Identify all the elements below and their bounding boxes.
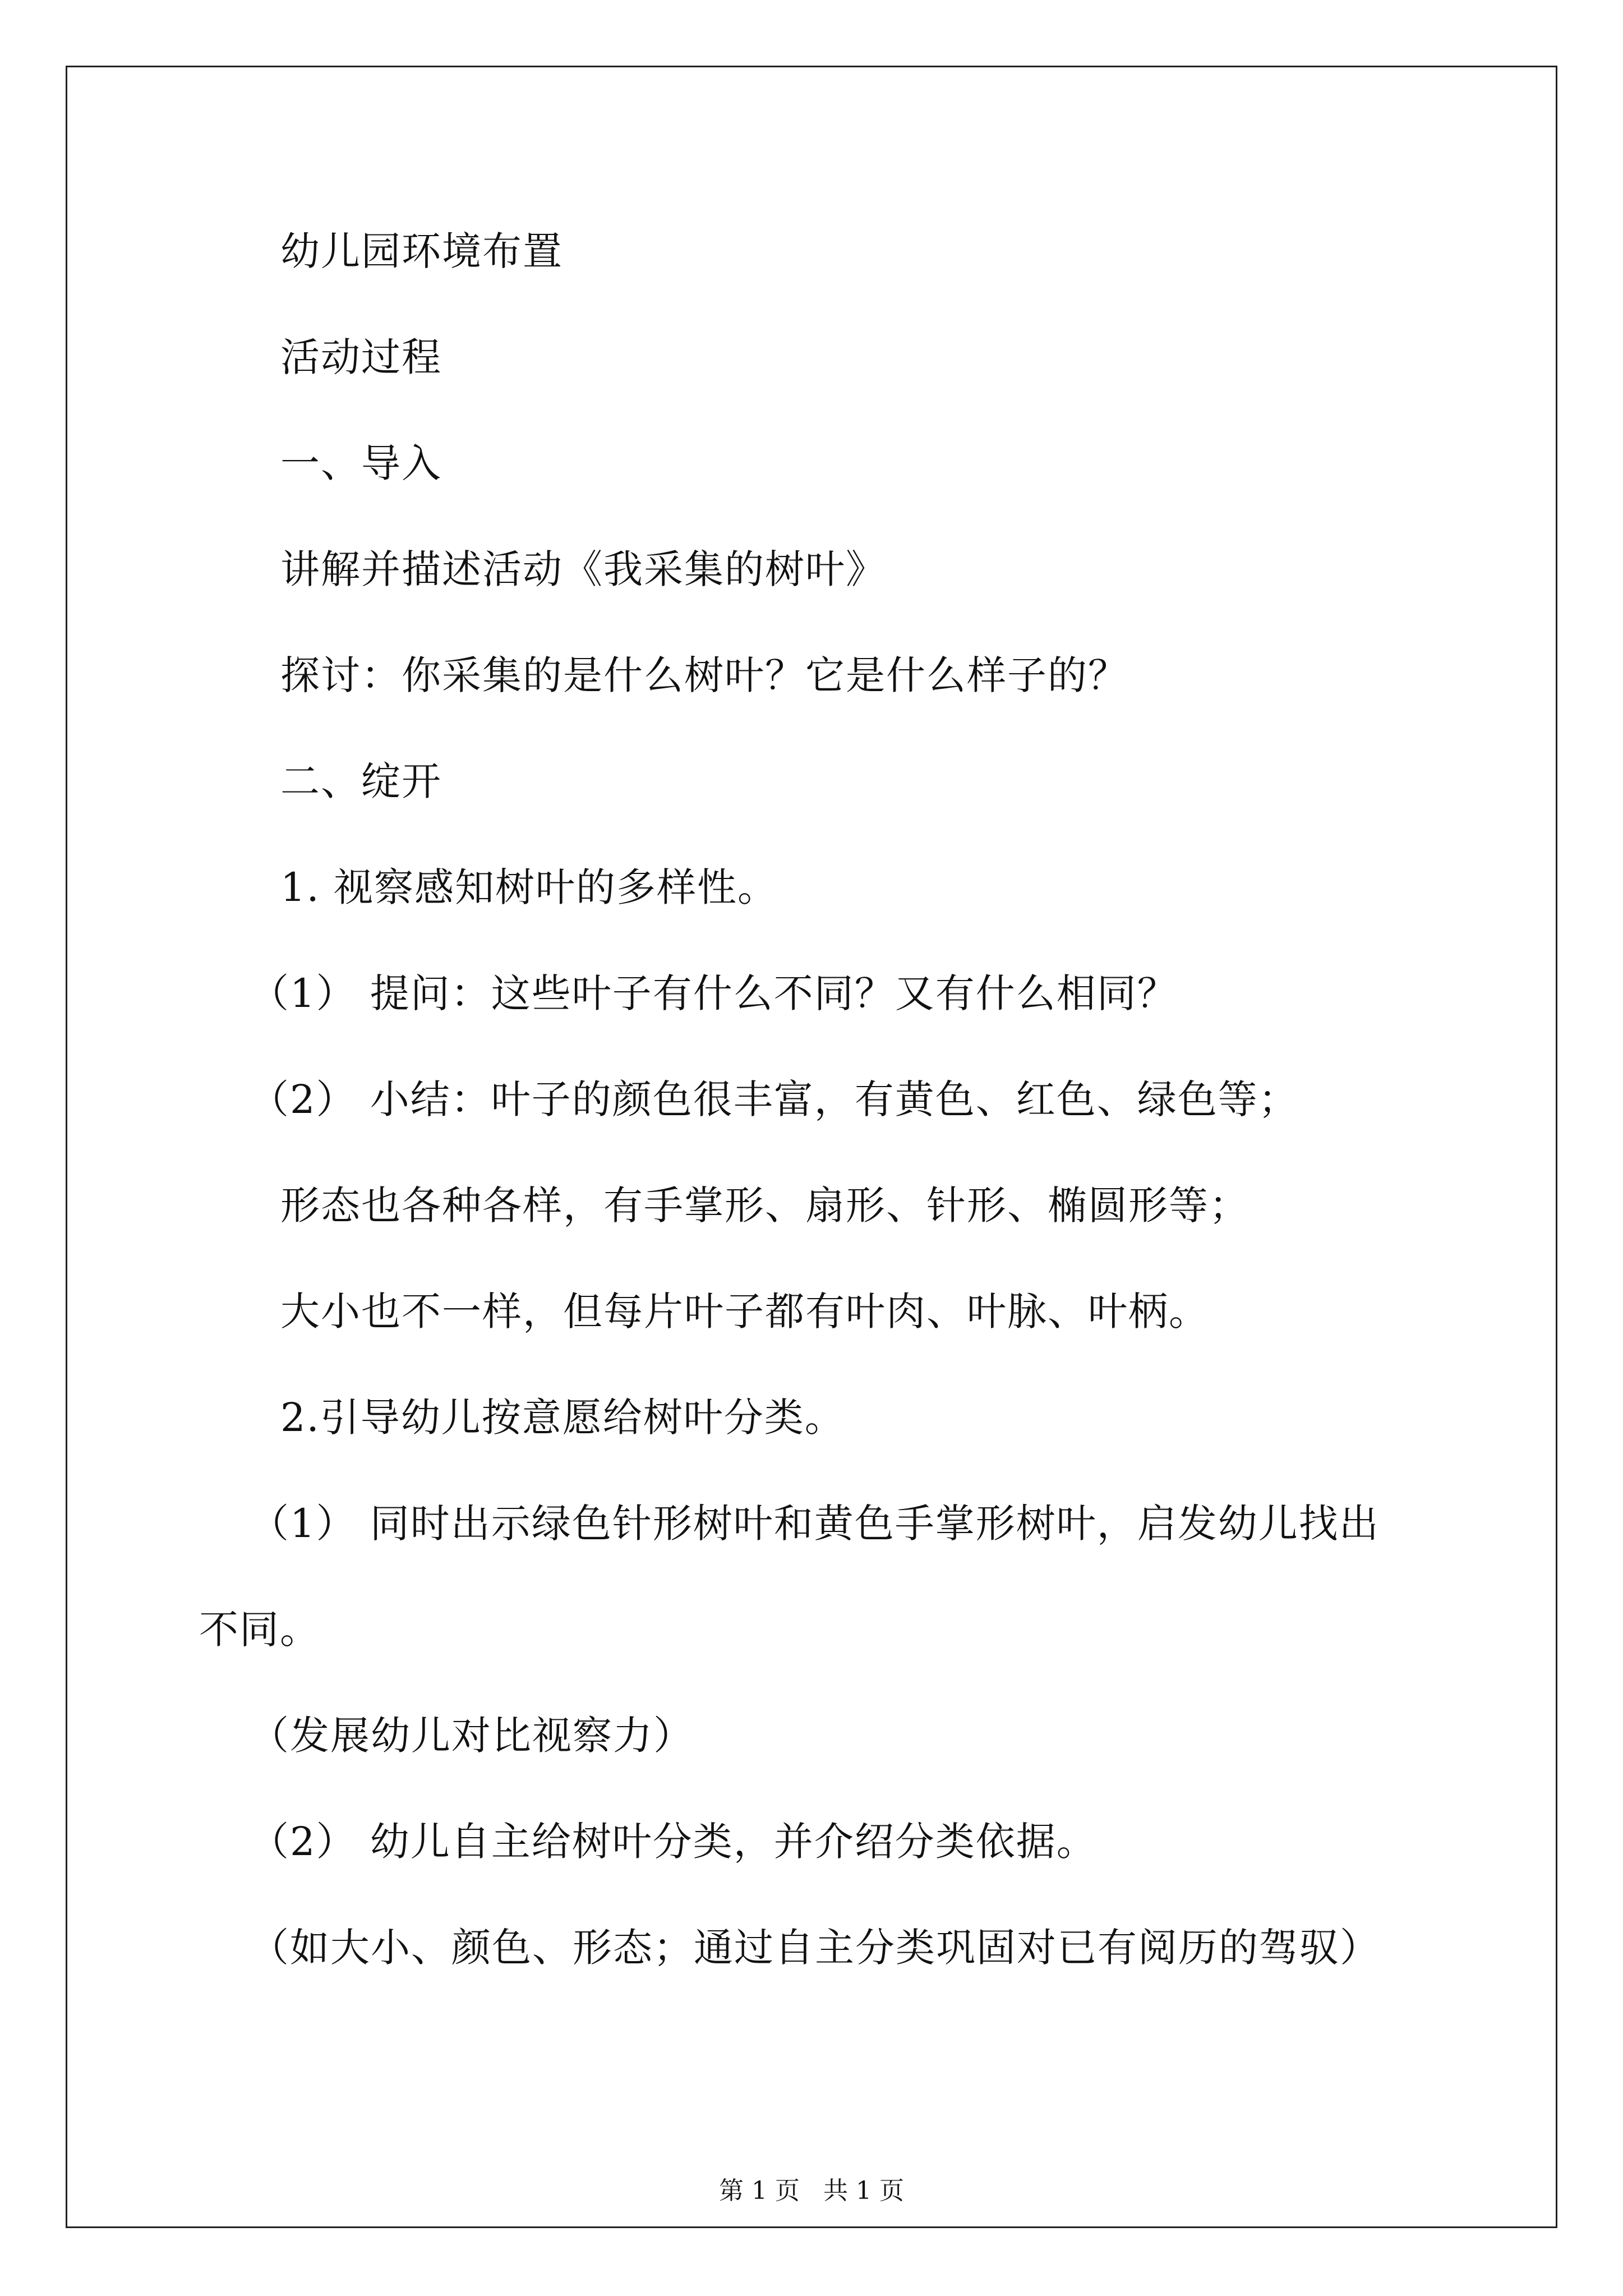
paragraph-line: 探讨：你采集的是什么树叶？它是什么样子的？	[280, 652, 1128, 698]
paragraph-line: （1） 提问：这些叶子有什么不同？又有什么相同？	[250, 970, 1178, 1016]
paragraph-line: 形态也各种各样，有手掌形、扇形、针形、椭圆形等；	[280, 1182, 1249, 1228]
paragraph-line: （如大小、颜色、形态；通过自主分类巩固对已有阅历的驾驭）	[250, 1925, 1380, 1971]
doc-title: 幼儿园环境布置	[280, 228, 563, 274]
paragraph-line: 2.引导幼儿按意愿给树叶分类。	[280, 1395, 845, 1441]
paragraph-line: 讲解并描述活动《我采集的树叶》	[280, 546, 886, 592]
paragraph-line: 大小也不一样，但每片叶子都有叶肉、叶脉、叶柄。	[280, 1289, 1209, 1335]
section-heading: 一、导入	[280, 440, 442, 486]
paragraph-line: （2） 幼儿自主给树叶分类，并介绍分类依据。	[250, 1819, 1097, 1865]
paragraph-line: （发展幼儿对比视察力）	[250, 1713, 694, 1759]
page-border	[66, 66, 1557, 2228]
paragraph-line: （1） 同时出示绿色针形树叶和黄色手掌形树叶，启发幼儿找出	[250, 1501, 1380, 1547]
section-heading: 二、绽开	[280, 758, 442, 804]
section-heading: 活动过程	[280, 334, 442, 380]
paragraph-line: 1. 视察感知树叶的多样性。	[280, 864, 778, 910]
paragraph-line: 不同。	[199, 1607, 320, 1653]
page-number-footer: 第 1 页 共 1 页	[719, 2177, 904, 2205]
paragraph-line: （2） 小结：叶子的颜色很丰富，有黄色、红色、绿色等；	[250, 1076, 1299, 1122]
